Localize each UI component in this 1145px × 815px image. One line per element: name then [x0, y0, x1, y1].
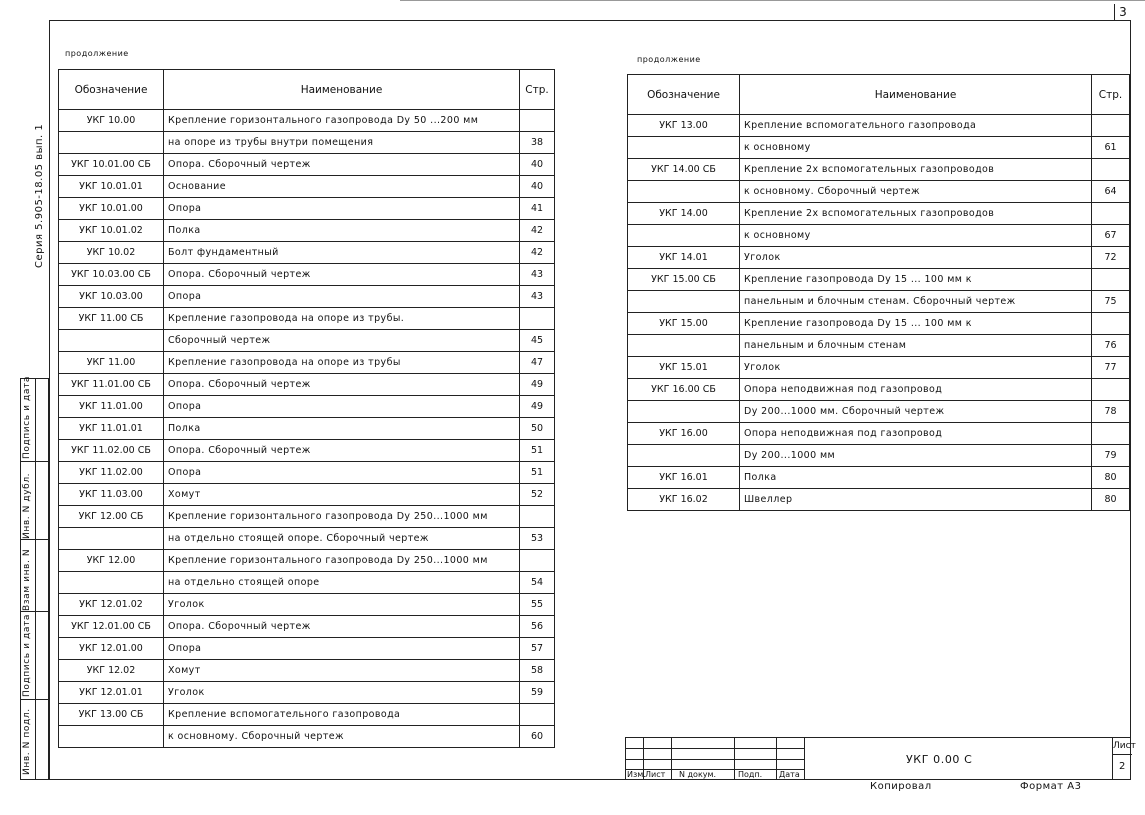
row-page: 40: [520, 154, 555, 176]
table-row: [628, 357, 1130, 379]
row-designation: [59, 330, 164, 352]
row-designation: УКГ 14.00: [628, 203, 740, 225]
row-designation: [628, 291, 740, 313]
row-designation: УКГ 10.01.02: [59, 220, 164, 242]
row-page: 49: [520, 374, 555, 396]
row-name: Опора: [164, 198, 520, 220]
row-page: 64: [1092, 181, 1130, 203]
table-row: [628, 291, 1130, 313]
row-designation: УКГ 10.00: [59, 110, 164, 132]
stamp-hline: [21, 461, 48, 462]
row-designation: УКГ 12.00 СБ: [59, 506, 164, 528]
row-designation: УКГ 14.01: [628, 247, 740, 269]
table-row: [59, 682, 555, 704]
row-name: Опора: [164, 286, 520, 308]
row-page: 67: [1092, 225, 1130, 247]
row-page: [1092, 269, 1130, 291]
row-name: Крепление вспомогательного газопровода: [740, 115, 1092, 137]
row-name: на опоре из трубы внутри помещения: [164, 132, 520, 154]
row-name: Крепление газопровода Dy 15 ... 100 мм к: [740, 313, 1092, 335]
row-name: Основание: [164, 176, 520, 198]
stamp-hline: [21, 611, 48, 612]
stamp-replace-inv: Взам инв. N: [22, 548, 32, 611]
row-page: 59: [520, 682, 555, 704]
table-row: [59, 528, 555, 550]
row-designation: [628, 181, 740, 203]
row-designation: [628, 445, 740, 467]
header-designation: Обозначение: [628, 75, 740, 115]
row-page: [1092, 313, 1130, 335]
row-name: Полка: [740, 467, 1092, 489]
stamp-divider: [35, 379, 36, 779]
table-row: [628, 445, 1130, 467]
row-name: панельным и блочным стенам: [740, 335, 1092, 357]
row-page: 50: [520, 418, 555, 440]
table-row: [59, 286, 555, 308]
table-row: [59, 440, 555, 462]
table-row: [628, 115, 1130, 137]
row-designation: УКГ 12.01.01: [59, 682, 164, 704]
row-designation: УКГ 15.00: [628, 313, 740, 335]
row-page: [1092, 379, 1130, 401]
stamp-signature-date-2: Подпись и дата: [22, 614, 32, 697]
table-row: [628, 489, 1130, 511]
row-page: 57: [520, 638, 555, 660]
table-row: [628, 181, 1130, 203]
table-row: [59, 418, 555, 440]
row-name: Крепление 2х вспомогательных газопроводов: [740, 159, 1092, 181]
table-row: [59, 638, 555, 660]
header-name: Наименование: [740, 75, 1092, 115]
row-page: 42: [520, 220, 555, 242]
row-name: Сборочный чертеж: [164, 330, 520, 352]
row-name: Опора. Сборочный чертеж: [164, 374, 520, 396]
row-name: Опора неподвижная под газопровод: [740, 379, 1092, 401]
stamp-dup-inv: Инв. N дубл.: [22, 472, 32, 539]
row-designation: УКГ 12.00: [59, 550, 164, 572]
table-row: [59, 132, 555, 154]
row-name: Крепление вспомогательного газопровода: [164, 704, 520, 726]
row-designation: УКГ 16.00 СБ: [628, 379, 740, 401]
tb-sheet-label: Лист: [1113, 741, 1136, 751]
table-row: [628, 467, 1130, 489]
row-page: 55: [520, 594, 555, 616]
row-name: Полка: [164, 418, 520, 440]
table-row: [59, 594, 555, 616]
row-name: Dy 200...1000 мм. Сборочный чертеж: [740, 401, 1092, 423]
row-name: к основному. Сборочный чертеж: [164, 726, 520, 748]
table-row: [628, 225, 1130, 247]
table-row: [59, 660, 555, 682]
row-name: Опора: [164, 638, 520, 660]
row-designation: УКГ 15.01: [628, 357, 740, 379]
row-name: Опора. Сборочный чертеж: [164, 264, 520, 286]
side-stamp: [20, 378, 49, 780]
row-name: Уголок: [740, 357, 1092, 379]
row-page: 45: [520, 330, 555, 352]
table-row: [59, 572, 555, 594]
row-name: Опора неподвижная под газопровод: [740, 423, 1092, 445]
row-page: 43: [520, 286, 555, 308]
row-designation: УКГ 10.03.00 СБ: [59, 264, 164, 286]
row-page: [520, 110, 555, 132]
row-name: к основному. Сборочный чертеж: [740, 181, 1092, 203]
sheet-number: 3: [1114, 4, 1131, 21]
table-row: [59, 550, 555, 572]
row-page: 53: [520, 528, 555, 550]
row-page: 79: [1092, 445, 1130, 467]
row-designation: УКГ 11.01.00 СБ: [59, 374, 164, 396]
row-name: Опора. Сборочный чертеж: [164, 440, 520, 462]
row-page: 56: [520, 616, 555, 638]
header-designation: Обозначение: [59, 70, 164, 110]
row-name: на отдельно стоящей опоре. Сборочный чертеж: [164, 528, 520, 550]
title-block: [625, 737, 1136, 780]
table-row: [59, 374, 555, 396]
row-page: 75: [1092, 291, 1130, 313]
header-row: [628, 75, 1130, 115]
row-designation: [59, 726, 164, 748]
table-row: [59, 704, 555, 726]
table-row: [628, 313, 1130, 335]
row-designation: УКГ 16.02: [628, 489, 740, 511]
row-designation: УКГ 11.01.01: [59, 418, 164, 440]
row-page: 47: [520, 352, 555, 374]
row-designation: УКГ 12.01.00 СБ: [59, 616, 164, 638]
row-page: 77: [1092, 357, 1130, 379]
row-page: 43: [520, 264, 555, 286]
row-name: Хомут: [164, 484, 520, 506]
row-name: Крепление горизонтального газопровода Dy 250...1000 мм: [164, 506, 520, 528]
row-page: [1092, 203, 1130, 225]
table-row: [59, 726, 555, 748]
row-page: 38: [520, 132, 555, 154]
row-designation: УКГ 13.00 СБ: [59, 704, 164, 726]
table-row: [59, 462, 555, 484]
table-row: [59, 242, 555, 264]
row-page: 41: [520, 198, 555, 220]
row-page: [520, 550, 555, 572]
table-row: [59, 506, 555, 528]
table-row: [59, 396, 555, 418]
left-spec-table: [58, 69, 555, 748]
stamp-original-inv: Инв. N подл.: [22, 708, 32, 775]
row-page: 60: [520, 726, 555, 748]
row-page: 58: [520, 660, 555, 682]
row-designation: [628, 137, 740, 159]
row-page: 42: [520, 242, 555, 264]
row-page: [520, 506, 555, 528]
row-designation: [628, 401, 740, 423]
table-row: [59, 484, 555, 506]
tb-sheet-value: 2: [1119, 761, 1126, 772]
table-row: [59, 616, 555, 638]
table-row: [59, 176, 555, 198]
tb-col-sign: Подп.: [738, 770, 763, 779]
row-designation: УКГ 16.01: [628, 467, 740, 489]
row-designation: УКГ 16.00: [628, 423, 740, 445]
table-row: [628, 269, 1130, 291]
header-row: [59, 70, 555, 110]
row-designation: УКГ 10.03.00: [59, 286, 164, 308]
table-row: [59, 110, 555, 132]
row-designation: УКГ 11.00 СБ: [59, 308, 164, 330]
table-row: [628, 335, 1130, 357]
table-row: [59, 352, 555, 374]
table-row: [59, 308, 555, 330]
left-caption: продолжение: [65, 49, 129, 58]
row-page: 76: [1092, 335, 1130, 357]
tb-designation: УКГ 0.00 С: [906, 753, 973, 766]
row-designation: УКГ 10.01.00 СБ: [59, 154, 164, 176]
row-name: Уголок: [164, 594, 520, 616]
row-designation: УКГ 10.01.00: [59, 198, 164, 220]
row-name: Хомут: [164, 660, 520, 682]
row-page: 61: [1092, 137, 1130, 159]
table-row: [59, 264, 555, 286]
table-row: [59, 330, 555, 352]
row-designation: УКГ 10.02: [59, 242, 164, 264]
row-designation: [59, 132, 164, 154]
row-designation: УКГ 11.02.00: [59, 462, 164, 484]
row-page: 80: [1092, 467, 1130, 489]
table-row: [628, 137, 1130, 159]
row-designation: УКГ 14.00 СБ: [628, 159, 740, 181]
row-designation: УКГ 12.02: [59, 660, 164, 682]
row-page: 80: [1092, 489, 1130, 511]
row-name: Крепление 2х вспомогательных газопроводов: [740, 203, 1092, 225]
stamp-hline: [21, 539, 48, 540]
row-name: Уголок: [164, 682, 520, 704]
footer-copied: Копировал: [870, 781, 932, 792]
row-page: 51: [520, 462, 555, 484]
header-page: Стр.: [1092, 75, 1130, 115]
row-name: Опора: [164, 396, 520, 418]
top-edge-line: [400, 0, 1145, 1]
row-designation: УКГ 11.01.00: [59, 396, 164, 418]
row-designation: УКГ 11.00: [59, 352, 164, 374]
row-page: 49: [520, 396, 555, 418]
row-page: 52: [520, 484, 555, 506]
row-name: Опора: [164, 462, 520, 484]
row-name: Опора. Сборочный чертеж: [164, 154, 520, 176]
row-name: Полка: [164, 220, 520, 242]
tb-col-sheet: Лист: [645, 770, 666, 779]
row-designation: [59, 528, 164, 550]
row-name: Dy 200...1000 мм: [740, 445, 1092, 467]
row-designation: [628, 225, 740, 247]
row-name: Крепление горизонтального газопровода Dy 250...1000 мм: [164, 550, 520, 572]
tb-col-date: Дата: [779, 770, 800, 779]
row-designation: УКГ 13.00: [628, 115, 740, 137]
table-row: [59, 220, 555, 242]
row-designation: [628, 335, 740, 357]
row-name: Крепление горизонтального газопровода Dy 50 ...200 мм: [164, 110, 520, 132]
row-name: Крепление газопровода Dy 15 ... 100 мм к: [740, 269, 1092, 291]
row-designation: УКГ 15.00 СБ: [628, 269, 740, 291]
row-designation: УКГ 10.01.01: [59, 176, 164, 198]
row-name: на отдельно стоящей опоре: [164, 572, 520, 594]
row-page: 72: [1092, 247, 1130, 269]
table-row: [628, 203, 1130, 225]
right-caption: продолжение: [637, 55, 701, 64]
row-designation: [59, 572, 164, 594]
row-page: 51: [520, 440, 555, 462]
table-row: [628, 247, 1130, 269]
series-label: Серия 5.905-18.05 вып. 1: [34, 123, 45, 268]
table-row: [628, 423, 1130, 445]
row-designation: УКГ 11.03.00: [59, 484, 164, 506]
tb-col-docnum: N докум.: [679, 770, 717, 779]
stamp-signature-date-1: Подпись и дата: [22, 376, 32, 459]
table-row: [59, 154, 555, 176]
table-row: [628, 379, 1130, 401]
footer-format: Формат А3: [1020, 781, 1082, 792]
row-page: 78: [1092, 401, 1130, 423]
header-page: Стр.: [520, 70, 555, 110]
row-name: Крепление газопровода на опоре из трубы: [164, 352, 520, 374]
row-name: панельным и блочным стенам. Сборочный чертеж: [740, 291, 1092, 313]
row-name: к основному: [740, 225, 1092, 247]
row-name: Уголок: [740, 247, 1092, 269]
table-row: [59, 198, 555, 220]
table-row: [628, 159, 1130, 181]
row-name: Швеллер: [740, 489, 1092, 511]
row-designation: УКГ 11.02.00 СБ: [59, 440, 164, 462]
tb-col-change: Изм.: [627, 770, 646, 779]
row-page: 54: [520, 572, 555, 594]
row-page: [1092, 115, 1130, 137]
row-name: Опора. Сборочный чертеж: [164, 616, 520, 638]
row-page: 40: [520, 176, 555, 198]
right-spec-table: [627, 74, 1130, 511]
row-name: Болт фундаментный: [164, 242, 520, 264]
stamp-hline: [21, 699, 48, 700]
header-name: Наименование: [164, 70, 520, 110]
row-name: Крепление газопровода на опоре из трубы.: [164, 308, 520, 330]
row-page: [1092, 159, 1130, 181]
row-designation: УКГ 12.01.00: [59, 638, 164, 660]
row-designation: УКГ 12.01.02: [59, 594, 164, 616]
row-page: [1092, 423, 1130, 445]
table-row: [628, 401, 1130, 423]
row-page: [520, 704, 555, 726]
row-name: к основному: [740, 137, 1092, 159]
row-page: [520, 308, 555, 330]
